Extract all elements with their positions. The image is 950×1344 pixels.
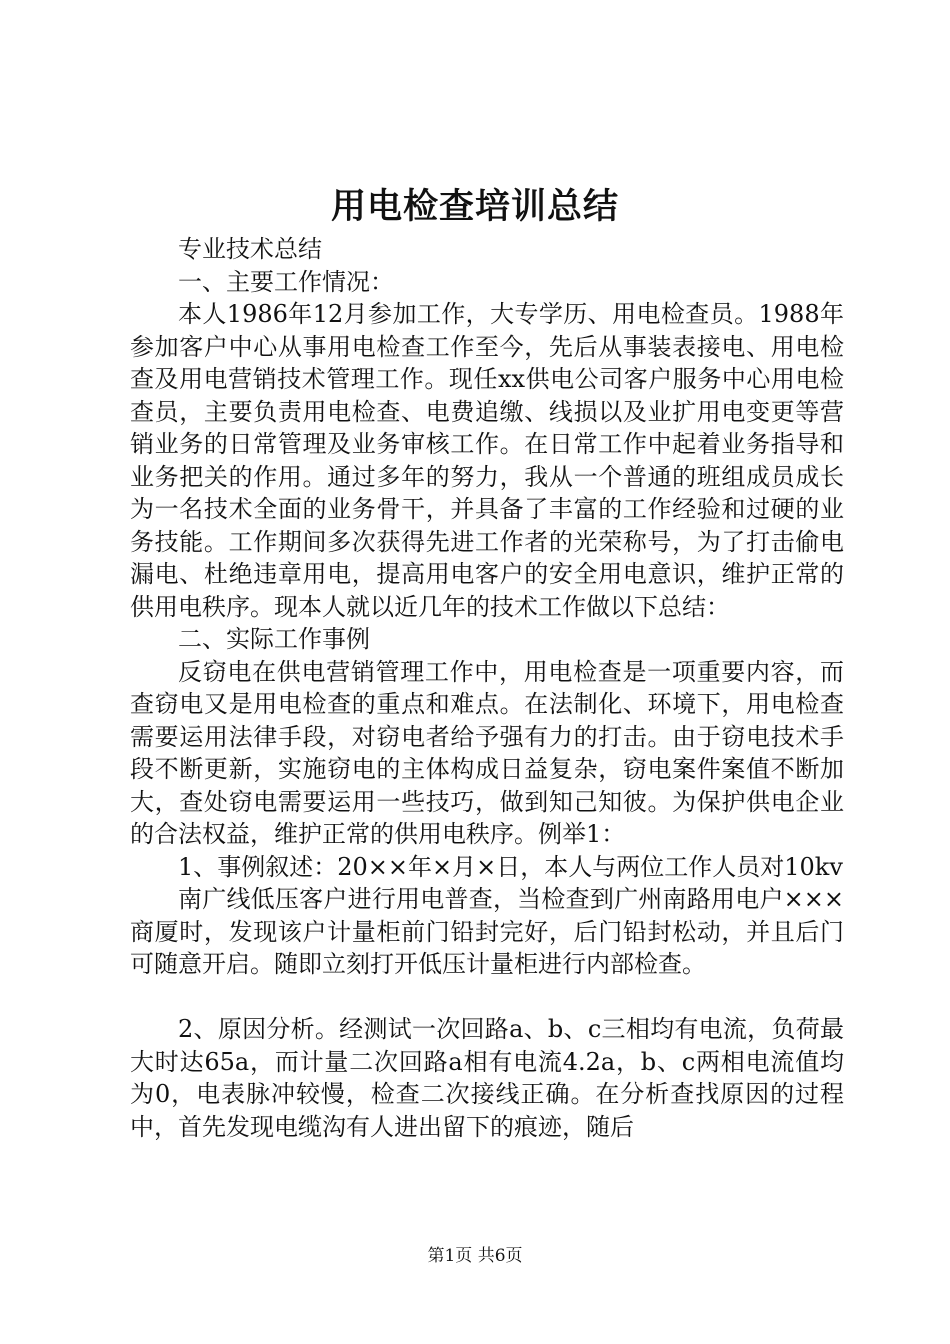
paragraph-case-description: 1、事例叙述：20××年×月×日，本人与两位工作人员对10kv: [178, 852, 843, 881]
paragraph-work-overview: 本人1986年12月参加工作，大专学历、用电检查员。1988年参加客户中心从事用电检查工作至今，先后从事装表接电、用电检查及用电营销技术管理工作。现任xx供电公司客户服务中心用电检查员，主要负责用电检查、电费追缴、线损以及业扩用电变更等营销业务的日常管理及业务审核工作。在日常工作中起着业务指导和业务把关的作用。通过多年的努力，我从一个普通的班组成员成长为一名技术全面的业务骨干，并具备了丰富的工作经验和过硬的业务技能。工作期间多次获得先进工作者的光荣称号，为了打击偷电漏电、杜绝违章用电，提高用电客户的安全用电意识，维护正常的供用电秩序。现本人就以近几年的技术工作做以下总结：: [130, 300, 844, 621]
paragraph-case-inspection: 南广线低压客户进行用电普查，当检查到广州南路用电户×××商厦时，发现该户计量柜前门铅封完好，后门铅封松动，并且后门可随意开启。随即立刻打开低压计量柜进行内部检查。: [130, 885, 844, 978]
paragraph-section-2-heading: 二、实际工作事例: [178, 625, 370, 653]
document-body: [130, 233, 844, 1143]
paragraph-heading-summary: 专业技术总结: [178, 235, 322, 263]
document-title: 用电检查培训总结: [330, 186, 619, 227]
page-footer: 第1页 共6页: [427, 1246, 523, 1266]
paragraph-cause-analysis: 2、原因分析。经测试一次回路a、b、c三相均有电流，负荷最大时达65a，而计量二次回路a相有电流4.2a，b、c两相电流值均为0，电表脉冲较慢，检查二次接线正确。在分析查找原因的过程中，首先发现电缆沟有人进出留下的痕迹，随后: [130, 1015, 844, 1141]
paragraph-section-1-heading: 一、主要工作情况：: [178, 267, 394, 296]
paragraph-anti-theft: 反窃电在供电营销管理工作中，用电检查是一项重要内容，而查窃电又是用电检查的重点和难点。在法制化、环境下，用电检查需要运用法律手段，对窃电者给予强有力的打击。由于窃电技术手段不断更新，实施窃电的主体构成日益复杂，窃电案件案值不断加大，查处窃电需要运用一些技巧，做到知己知彼。为保护供电企业的合法权益，维护正常的供用电秩序。例举1：: [130, 657, 844, 848]
